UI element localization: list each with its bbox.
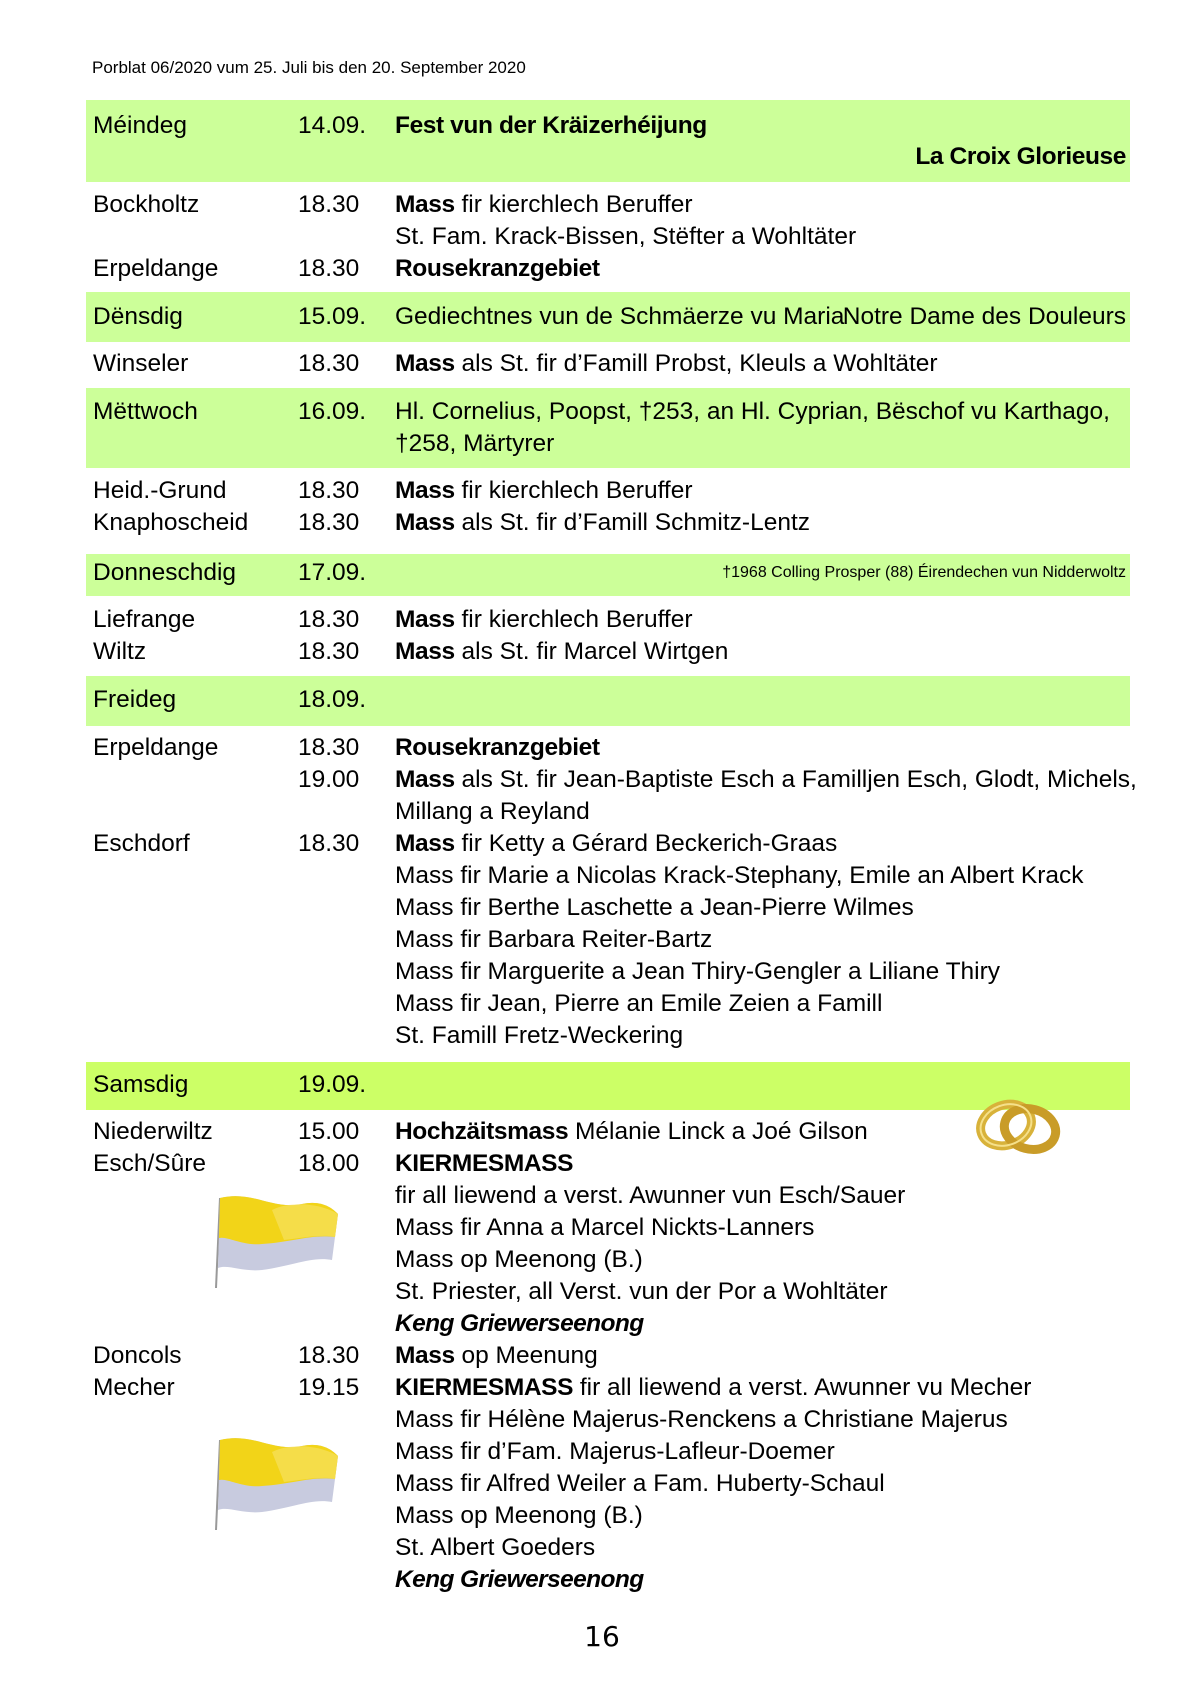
note-no-grave-blessing: Keng Griewerseenong (395, 1566, 644, 1593)
intention-row (0, 988, 1204, 1020)
place-name: Doncols (93, 1342, 182, 1369)
day-row (0, 110, 1204, 142)
service-text (395, 475, 693, 507)
service-row (0, 828, 1204, 860)
service-type: Hochzäitsmass (395, 1118, 569, 1145)
service-type: Mass (395, 350, 455, 377)
day-row-cont (0, 428, 1204, 460)
intention-row (0, 1404, 1204, 1436)
service-type: Mass (395, 1342, 455, 1369)
service-row (0, 636, 1204, 668)
service-row (0, 348, 1204, 380)
intention-row (0, 892, 1204, 924)
place-name: Eschdorf (93, 830, 190, 857)
feast-title: Hl. Cornelius, Poopst, †253, an Hl. Cyprian, Bëschof vu Karthago, (395, 398, 1110, 425)
day-name: Donneschdig (93, 559, 237, 586)
place-name: Niederwiltz (93, 1118, 213, 1145)
day-name: Mëttwoch (93, 398, 198, 425)
place-name: Heid.-Grund (93, 477, 227, 504)
service-type: KIERMESMASS (395, 1374, 574, 1401)
intention-text: fir all liewend a verst. Awunner vun Esch/Sauer (395, 1182, 906, 1209)
intention-row (0, 1564, 1204, 1596)
intention-row (0, 924, 1204, 956)
place-name: Knaphoscheid (93, 509, 249, 536)
service-intention: fir kierchlech Beruffer (454, 606, 693, 633)
service-time: 18.30 (298, 191, 360, 218)
date: 14.09. (298, 112, 367, 139)
date: 15.09. (298, 303, 367, 330)
service-row (0, 475, 1204, 507)
service-intention: als St. fir Jean-Baptiste Esch a Familljen Esch, Glodt, Michels, (454, 766, 1137, 793)
date: 17.09. (298, 559, 367, 586)
page-header: Porblat 06/2020 vum 25. Juli bis den 20. September 2020 (92, 58, 526, 77)
feast-title-cont: †258, Märtyrer (395, 430, 555, 457)
feast-french: La Croix Glorieuse (915, 143, 1126, 170)
service-intention: als St. fir Marcel Wirtgen (454, 638, 729, 665)
intention-row (0, 1180, 1204, 1212)
intention-row (0, 1436, 1204, 1468)
intention-text: Mass fir Berthe Laschette a Jean-Pierre Wilmes (395, 894, 914, 921)
service-row (0, 1340, 1204, 1372)
service-intention: als St. fir d’Famill Probst, Kleuls a Wohltäter (454, 350, 938, 377)
intention-text: Mass op Meenong (B.) (395, 1502, 643, 1529)
feast-title: Gediechtnes vun de Schmäerze vu Maria (395, 303, 845, 330)
service-intention: fir kierchlech Beruffer (454, 191, 693, 218)
service-text (395, 764, 1137, 796)
date: 19.09. (298, 1071, 367, 1098)
service-time: 15.00 (298, 1118, 360, 1145)
intention-text: Mass fir Jean, Pierre an Emile Zeien a Famill (395, 990, 883, 1017)
intention-text: St. Fam. Krack-Bissen, Stëfter a Wohltäter (395, 223, 857, 250)
service-type: Rousekranzgebiet (395, 255, 600, 282)
intention-text: Mass op Meenong (B.) (395, 1246, 643, 1273)
service-row (0, 189, 1204, 221)
service-row (0, 732, 1204, 764)
service-time: 18.30 (298, 830, 360, 857)
service-text (395, 636, 728, 668)
place-name: Bockholtz (93, 191, 200, 218)
service-text (395, 604, 693, 636)
intention-text: Mass fir d’Fam. Majerus-Lafleur-Doemer (395, 1438, 835, 1465)
note-no-grave-blessing: Keng Griewerseenong (395, 1310, 644, 1337)
day-row-feast (0, 141, 1204, 173)
papal-flag-icon (212, 1190, 342, 1290)
place-name: Liefrange (93, 606, 196, 633)
intention-text: Mass fir Marguerite a Jean Thiry-Gengler a Liliane Thiry (395, 958, 1001, 985)
intention-text: Mass fir Marie a Nicolas Krack-Stephany, Emile an Albert Krack (395, 862, 1084, 889)
service-intention: fir all liewend a verst. Awunner vu Mecher (573, 1374, 1032, 1401)
service-row (0, 764, 1204, 796)
service-text (395, 189, 693, 221)
intention-text: St. Albert Goeders (395, 1534, 596, 1561)
service-intention: Mélanie Linck a Joé Gilson (568, 1118, 868, 1145)
service-time: 18.30 (298, 606, 360, 633)
intention-text: Mass fir Hélène Majerus-Renckens a Christiane Majerus (395, 1406, 1008, 1433)
papal-flag-icon (212, 1432, 342, 1532)
service-time: 18.30 (298, 734, 360, 761)
service-time: 18.30 (298, 477, 360, 504)
day-name: Freideg (93, 686, 177, 713)
service-type: Mass (395, 830, 455, 857)
day-row (0, 396, 1204, 428)
intention-row (0, 221, 1204, 253)
service-row (0, 507, 1204, 539)
page-number: 16 (584, 1620, 620, 1653)
intention-text: Mass fir Barbara Reiter-Bartz (395, 926, 713, 953)
service-row (0, 253, 1204, 285)
intention-text: Mass fir Anna a Marcel Nickts-Lanners (395, 1214, 815, 1241)
service-time: 18.00 (298, 1150, 360, 1177)
place-name: Esch/Sûre (93, 1150, 207, 1177)
intention-row (0, 1532, 1204, 1564)
anniversary-note: †1968 Colling Prosper (88) Éirendechen vun Nidderwoltz (722, 564, 1126, 581)
service-type: Mass (395, 638, 455, 665)
wedding-rings-icon (968, 1095, 1068, 1155)
intention-row (0, 1212, 1204, 1244)
service-type: Mass (395, 606, 455, 633)
intention-row (0, 1468, 1204, 1500)
service-type: Rousekranzgebiet (395, 734, 600, 761)
service-type: Mass (395, 477, 455, 504)
feast-title: Fest vun der Kräizerhéijung (395, 112, 707, 139)
place-name: Winseler (93, 350, 189, 377)
service-text (395, 507, 810, 539)
service-row (0, 604, 1204, 636)
service-text (395, 1116, 868, 1148)
day-row (0, 301, 1204, 333)
intention-row (0, 1276, 1204, 1308)
intention-text: Mass fir Alfred Weiler a Fam. Huberty-Schaul (395, 1470, 885, 1497)
service-time: 18.30 (298, 350, 360, 377)
intention-row (0, 860, 1204, 892)
service-time: 19.00 (298, 766, 360, 793)
intention-row (0, 956, 1204, 988)
day-row (0, 557, 1204, 589)
service-type: Mass (395, 766, 455, 793)
day-name: Samsdig (93, 1071, 189, 1098)
intention-text: St. Famill Fretz-Weckering (395, 1022, 684, 1049)
service-intention: fir kierchlech Beruffer (454, 477, 693, 504)
service-text (395, 828, 837, 860)
day-row (0, 684, 1204, 716)
feast-french: Notre Dame des Douleurs (842, 303, 1126, 330)
service-text (395, 1372, 1031, 1404)
intention-row (0, 1500, 1204, 1532)
service-time: 18.30 (298, 509, 360, 536)
service-text (395, 1340, 598, 1372)
intention-row (0, 1020, 1204, 1052)
service-type: Mass (395, 509, 455, 536)
place-name: Mecher (93, 1374, 175, 1401)
service-time: 18.30 (298, 255, 360, 282)
intention-row (0, 1244, 1204, 1276)
place-name: Erpeldange (93, 255, 219, 282)
place-name: Wiltz (93, 638, 147, 665)
intention-text: Millang a Reyland (395, 798, 590, 825)
date: 18.09. (298, 686, 367, 713)
place-name: Erpeldange (93, 734, 219, 761)
day-name: Dënsdig (93, 303, 183, 330)
date: 16.09. (298, 398, 367, 425)
service-row (0, 1372, 1204, 1404)
service-type: Mass (395, 191, 455, 218)
service-type: KIERMESMASS (395, 1150, 574, 1177)
service-time: 19.15 (298, 1374, 360, 1401)
intention-row (0, 1308, 1204, 1340)
intention-text: St. Priester, all Verst. vun der Por a Wohltäter (395, 1278, 888, 1305)
intention-row (0, 796, 1204, 828)
service-time: 18.30 (298, 1342, 360, 1369)
service-intention: fir Ketty a Gérard Beckerich-Graas (454, 830, 838, 857)
day-name: Méindeg (93, 112, 187, 139)
service-intention: op Meenung (454, 1342, 598, 1369)
service-time: 18.30 (298, 638, 360, 665)
service-intention: als St. fir d’Famill Schmitz-Lentz (454, 509, 811, 536)
service-text (395, 348, 938, 380)
